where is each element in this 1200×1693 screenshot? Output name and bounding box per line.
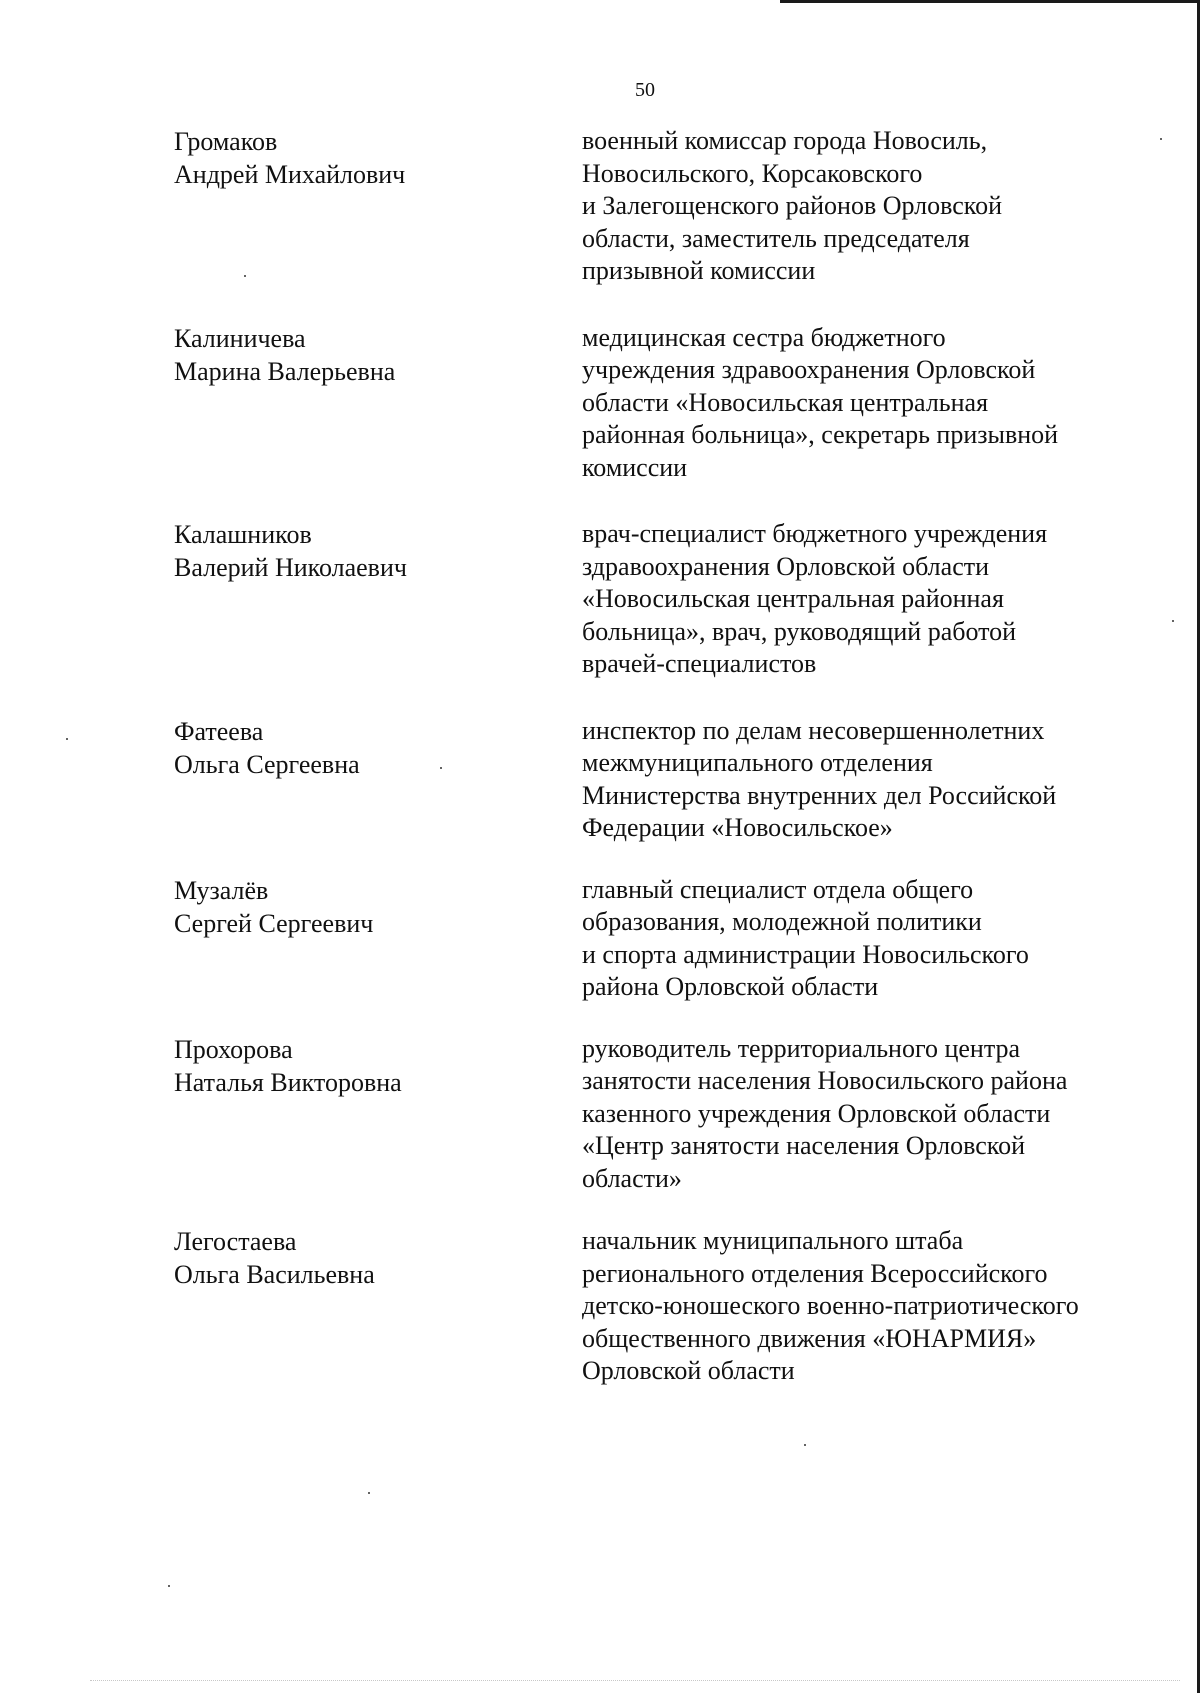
role-line: районная больница», секретарь призывной — [582, 420, 1059, 449]
member-given-name: Валерий Николаевич — [174, 553, 407, 582]
member-name — [174, 874, 582, 940]
member-name — [174, 322, 582, 388]
member-name — [174, 715, 582, 781]
member-role — [582, 1033, 1134, 1196]
scan-speck — [244, 275, 246, 277]
role-line: «Новосильская центральная районная — [582, 584, 1004, 613]
role-line: начальник муниципального штаба — [582, 1226, 964, 1255]
scan-speck — [1160, 138, 1162, 140]
member-surname: Прохорова — [174, 1034, 293, 1064]
role-line: военный комиссар города Новосиль, — [582, 126, 988, 155]
role-line: Орловской области — [582, 1356, 795, 1385]
member-entry — [174, 715, 1134, 845]
scan-speck — [368, 1492, 370, 1494]
role-line: Новосильского, Корсаковского — [582, 158, 923, 188]
role-line: врачей-специалистов — [582, 649, 817, 678]
role-line: призывной комиссии — [582, 256, 816, 285]
member-surname: Калашников — [174, 520, 312, 549]
member-name — [174, 518, 582, 584]
member-name — [174, 125, 582, 191]
member-surname: Фатеева — [174, 716, 264, 746]
member-name — [174, 1033, 582, 1099]
member-entry — [174, 1033, 1134, 1196]
member-role — [582, 518, 1134, 681]
scan-speck — [804, 1444, 806, 1446]
page-number: 50 — [635, 79, 655, 101]
role-line: комиссии — [582, 452, 688, 482]
scan-speck — [66, 738, 68, 740]
member-given-name: Андрей Михайлович — [174, 160, 406, 189]
member-role — [582, 322, 1134, 485]
member-entry — [174, 322, 1134, 485]
role-line: врач-специалист бюджетного учреждения — [582, 519, 1048, 548]
role-line: области, заместитель председателя — [582, 223, 970, 253]
member-role — [582, 125, 1134, 288]
role-line: учреждения здравоохранения Орловской — [582, 355, 1036, 384]
role-line: казенного учреждения Орловской области — [582, 1098, 1051, 1128]
role-line: главный специалист отдела общего — [582, 874, 974, 904]
role-line: района Орловской области — [582, 972, 879, 1001]
role-line: больница», врач, руководящий работой — [582, 616, 1017, 646]
member-given-name: Ольга Сергеевна — [174, 749, 360, 779]
member-name — [174, 1225, 582, 1291]
role-line: инспектор по делам несовершеннолетних — [582, 715, 1045, 745]
role-line: занятости населения Новосильского района — [582, 1066, 1068, 1095]
role-line: области «Новосильская центральная — [582, 387, 989, 417]
member-surname: Музалёв — [174, 875, 269, 905]
member-surname: Громаков — [174, 127, 278, 156]
role-line: регионального отделения Всероссийского — [582, 1258, 1048, 1288]
member-given-name: Марина Валерьевна — [174, 356, 396, 386]
member-entry — [174, 518, 1134, 681]
role-line: области» — [582, 1163, 682, 1193]
member-role — [582, 715, 1134, 845]
role-line: руководитель территориального центра — [582, 1033, 1021, 1063]
role-line: медицинская сестра бюджетного — [582, 322, 946, 352]
role-line: и спорта администрации Новосильского — [582, 939, 1029, 969]
scan-bottom-noise — [90, 1680, 1180, 1682]
role-line: межмуниципального отделения — [582, 748, 933, 777]
member-entry — [174, 874, 1134, 1004]
role-line: «Центр занятости населения Орловской — [582, 1131, 1026, 1160]
member-list — [174, 125, 1134, 1388]
role-line: Министерства внутренних дел Российской — [582, 780, 1057, 810]
scan-border-top — [780, 0, 1200, 3]
member-given-name: Сергей Сергеевич — [174, 908, 374, 938]
role-line: и Залегощенского районов Орловской — [582, 191, 1003, 220]
member-surname: Калиничева — [174, 323, 306, 353]
member-entry — [174, 125, 1134, 288]
role-line: здравоохранения Орловской области — [582, 551, 990, 581]
member-given-name: Наталья Викторовна — [174, 1067, 402, 1097]
member-role — [582, 1225, 1134, 1388]
role-line: детско-юношеского военно-патриотического — [582, 1291, 1079, 1320]
role-line: образования, молодежной политики — [582, 907, 982, 936]
member-given-name: Ольга Васильевна — [174, 1260, 375, 1289]
scan-speck — [168, 1585, 170, 1587]
scan-speck — [440, 767, 442, 769]
role-line: общественного движения «ЮНАРМИЯ» — [582, 1323, 1037, 1353]
member-role — [582, 874, 1134, 1004]
member-surname: Легостаева — [174, 1227, 297, 1256]
member-entry — [174, 1225, 1134, 1388]
role-line: Федерации «Новосильское» — [582, 813, 893, 842]
scan-speck — [1172, 620, 1174, 622]
